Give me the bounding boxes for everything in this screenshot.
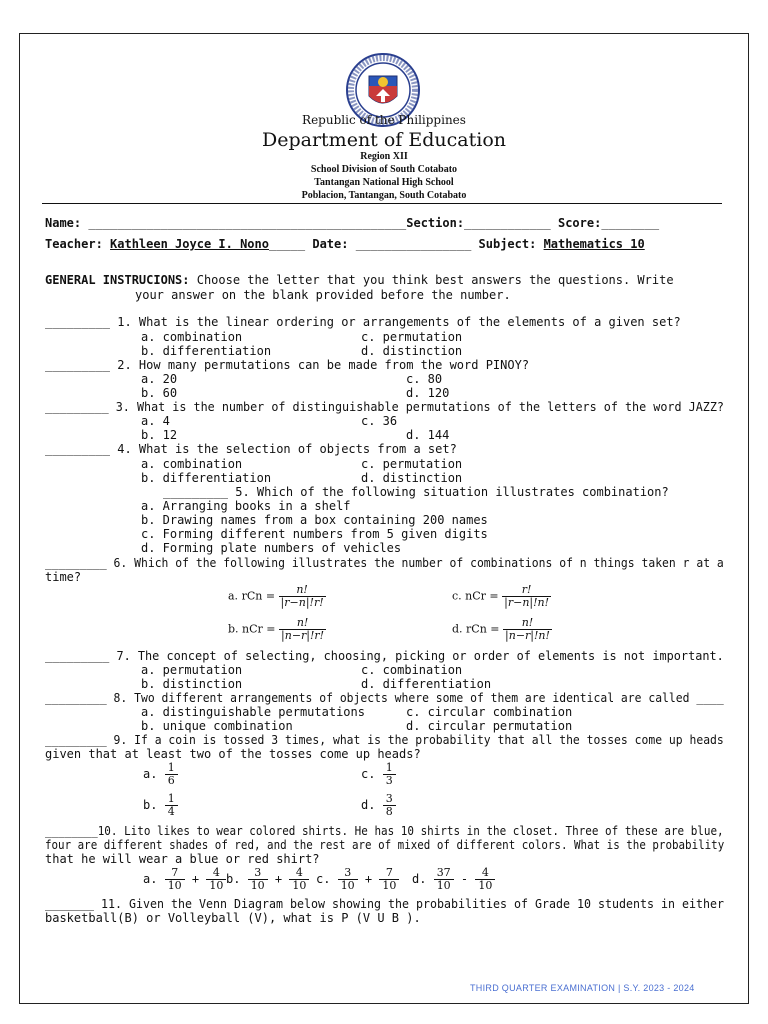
name-label: Name: (45, 216, 82, 230)
q10-b2-num: 4 (289, 867, 309, 880)
q2-option-c: c. 80 (406, 372, 443, 386)
q9-c-label: c. (361, 767, 376, 781)
q10-c2-num: 7 (379, 867, 399, 880)
name-blank[interactable]: ____________________________________________ (88, 216, 407, 230)
q7-option-a: a. permutation (141, 663, 243, 677)
q6-a-label: a. (228, 589, 239, 603)
q1-option-b: b. differentiation (141, 344, 272, 358)
question-10-line3: that he will wear a blue or red shirt? (45, 852, 320, 866)
region-text: Region XII (360, 151, 408, 162)
q10-d-frac2 (475, 867, 495, 892)
q6-d-den: |n−r|!n! (505, 629, 550, 642)
question-4: _________ 4. What is the selection of objects from a set? (45, 442, 457, 456)
q10-b1-num: 3 (248, 867, 268, 880)
q6-d-fraction (503, 617, 552, 642)
q10-c-plus: + (364, 872, 373, 886)
teacher-blank: _____ (268, 237, 306, 251)
q8-option-a: a. distinguishable permutations (141, 705, 365, 719)
question-10-line2: four are different shades of red, and the rest are of mixed of different colors. What is the probability (45, 838, 725, 852)
q10-d-frac1 (434, 867, 454, 892)
q10-a-frac1 (165, 867, 185, 892)
instructions-line1 (45, 273, 674, 287)
q10-c-label: c. (316, 872, 331, 886)
q9-option-a (143, 762, 178, 787)
q8-option-d: d. circular permutation (406, 719, 573, 733)
q9-a-label: a. (143, 767, 158, 781)
q10-d1-num: 37 (434, 867, 454, 880)
q6-a-den: |r−n|!r! (280, 596, 324, 609)
q7-option-b: b. distinction (141, 677, 243, 691)
q6-option-b (228, 617, 326, 642)
q5-option-a: a. Arranging books in a shelf (141, 499, 351, 513)
q10-a2-num: 4 (206, 867, 226, 880)
section-label: Section: (406, 216, 465, 230)
q9-c-num: 1 (383, 762, 396, 775)
q6-b-lhs: nCr = (242, 622, 276, 636)
instructions-text-1: Choose the letter that you think best answers the questions. Write (196, 273, 674, 287)
q10-a-label: a. (143, 872, 158, 886)
q10-b-plus: + (274, 872, 283, 886)
q10-d-minus: - (460, 872, 469, 886)
question-8: _________ 8. Two different arrangements of objects where some of them are identical are called ____ (45, 691, 724, 705)
q2-option-d: d. 120 (406, 386, 450, 400)
q8-option-c: c. circular combination (406, 705, 573, 719)
name-line (45, 216, 659, 230)
subject-label: Subject: (478, 237, 537, 251)
q4-option-b: b. differentiation (141, 471, 272, 485)
q10-c2-den: 10 (382, 879, 397, 892)
q3-option-a: a. 4 (141, 414, 170, 428)
q9-a-den: 6 (167, 774, 175, 787)
q7-option-d: d. differentiation (361, 677, 492, 691)
teacher-line (45, 237, 645, 251)
q9-c-den: 3 (385, 774, 393, 787)
q10-b2-den: 10 (292, 879, 307, 892)
q10-option-c (316, 867, 399, 892)
address-text: Poblacion, Tantangan, South Cotabato (301, 190, 467, 201)
q10-d2-den: 10 (478, 879, 493, 892)
q7-option-c: c. combination (361, 663, 463, 677)
q6-b-num: n! (279, 617, 326, 630)
q9-a-fraction (165, 762, 178, 787)
footer-text: THIRD QUARTER EXAMINATION | S.Y. 2023 - 2024 (470, 983, 695, 993)
q10-a-frac2 (206, 867, 226, 892)
q6-option-c (452, 584, 551, 609)
q6-c-num: r! (502, 584, 551, 597)
date-blank[interactable]: ________________ (355, 237, 472, 251)
q6-c-den: |r−n|!n! (504, 596, 550, 609)
q6-option-d (452, 617, 552, 642)
q6-b-fraction (279, 617, 326, 642)
q5-option-b: b. Drawing names from a box containing 200 names (141, 513, 488, 527)
q3-option-c: c. 36 (361, 414, 398, 428)
q2-option-a: a. 20 (141, 372, 178, 386)
q10-d2-num: 4 (475, 867, 495, 880)
q6-b-label: b. (228, 622, 239, 636)
q3-option-b: b. 12 (141, 428, 178, 442)
question-1: _________ 1. What is the linear ordering or arrangements of the elements of a given set? (45, 315, 681, 329)
q9-option-c (361, 762, 396, 787)
q6-b-den: |n−r|!r! (281, 629, 325, 642)
section-blank[interactable]: ____________ (464, 216, 551, 230)
q10-d-label: d. (412, 872, 427, 886)
q10-option-a (143, 867, 226, 892)
q9-b-num: 1 (165, 793, 178, 806)
department-title: Department of Education (262, 129, 506, 151)
q5-option-d: d. Forming plate numbers of vehicles (141, 541, 402, 555)
q6-d-lhs: rCn = (466, 622, 500, 636)
q9-a-num: 1 (165, 762, 178, 775)
q10-d1-den: 10 (436, 879, 451, 892)
q10-option-b (226, 867, 309, 892)
q6-a-fraction (279, 584, 326, 609)
q8-option-b: b. unique combination (141, 719, 293, 733)
q10-a1-den: 10 (167, 879, 182, 892)
q6-a-num: n! (279, 584, 326, 597)
question-9-line2: given that at least two of the tosses come up heads? (45, 747, 421, 761)
q1-option-d: d. distinction (361, 344, 463, 358)
question-9-line1: _________ 9. If a coin is tossed 3 times, what is the probability that all the tosses come up heads (45, 733, 724, 747)
q1-option-c: c. permutation (361, 330, 463, 344)
score-label: Score: (557, 216, 602, 230)
question-11-line2: basketball(B) or Volleyball (V), what is P (V U B ). (45, 911, 421, 925)
q9-b-label: b. (143, 798, 158, 812)
q9-d-label: d. (361, 798, 376, 812)
q6-d-num: n! (503, 617, 552, 630)
q10-a1-num: 7 (165, 867, 185, 880)
q10-b-label: b. (226, 872, 241, 886)
subject-value: Mathematics 10 (543, 237, 645, 251)
question-5: _________ 5. Which of the following situation illustrates combination? (163, 485, 669, 499)
q10-c1-num: 3 (338, 867, 358, 880)
q6-c-lhs: nCr = (465, 589, 499, 603)
teacher-value: Kathleen Joyce I. Nono (110, 237, 269, 251)
q3-option-d: d. 144 (406, 428, 450, 442)
q4-option-d: d. distinction (361, 471, 463, 485)
school-text: Tantangan National High School (314, 177, 454, 188)
instructions-text-2: your answer on the blank provided before the number. (135, 288, 511, 302)
q6-option-a (228, 584, 326, 609)
teacher-label: Teacher: (45, 237, 103, 251)
q1-option-a: a. combination (141, 330, 243, 344)
q9-d-den: 8 (385, 805, 393, 818)
q9-d-num: 3 (383, 793, 396, 806)
q6-c-label: c. (452, 589, 462, 603)
q6-c-fraction (502, 584, 551, 609)
question-10-line1: ________10. Lito likes to wear colored shirts. He has 10 shirts in the closet. Three of these are blue, (45, 824, 724, 838)
q10-b-frac1 (248, 867, 268, 892)
q9-option-d (361, 793, 396, 818)
q9-c-fraction (383, 762, 396, 787)
instructions-label: GENERAL INSTRUCIONS: (45, 273, 190, 287)
division-text: School Division of South Cotabato (310, 164, 458, 175)
q6-a-lhs: rCn = (241, 589, 276, 603)
question-3: _________ 3. What is the number of distinguishable permutations of the letters of the word JAZZ? (45, 400, 724, 414)
republic-text: Republic of the Philippines (302, 113, 466, 127)
q6-d-label: d. (452, 622, 463, 636)
q5-option-c: c. Forming different numbers from 5 given digits (141, 527, 488, 541)
q10-a-plus: + (191, 872, 200, 886)
q4-option-c: c. permutation (361, 457, 463, 471)
q10-c-frac2 (379, 867, 399, 892)
score-blank[interactable]: ________ (601, 216, 660, 230)
q9-b-fraction (165, 793, 178, 818)
q4-option-a: a. combination (141, 457, 243, 471)
q2-option-b: b. 60 (141, 386, 178, 400)
date-label: Date: (312, 237, 349, 251)
question-6-line1: _________ 6. Which of the following illustrates the number of combinations of n things taken r at a (45, 556, 724, 570)
question-11-line1: _______ 11. Given the Venn Diagram below showing the probabilities of Grade 10 students in either (45, 897, 725, 911)
q9-b-den: 4 (167, 805, 175, 818)
q10-a2-den: 10 (209, 879, 224, 892)
q10-b-frac2 (289, 867, 309, 892)
question-2: _________ 2. How many permutations can be made from the word PINOY? (45, 358, 530, 372)
question-7: _________ 7. The concept of selecting, choosing, picking or order of elements is not important. (45, 649, 724, 663)
q10-option-d (412, 867, 495, 892)
q9-option-b (143, 793, 178, 818)
q9-d-fraction (383, 793, 396, 818)
q10-c1-den: 10 (340, 879, 355, 892)
header-divider (42, 203, 722, 204)
q10-c-frac1 (338, 867, 358, 892)
q10-b1-den: 10 (250, 879, 265, 892)
question-6-line2: time? (45, 570, 82, 584)
